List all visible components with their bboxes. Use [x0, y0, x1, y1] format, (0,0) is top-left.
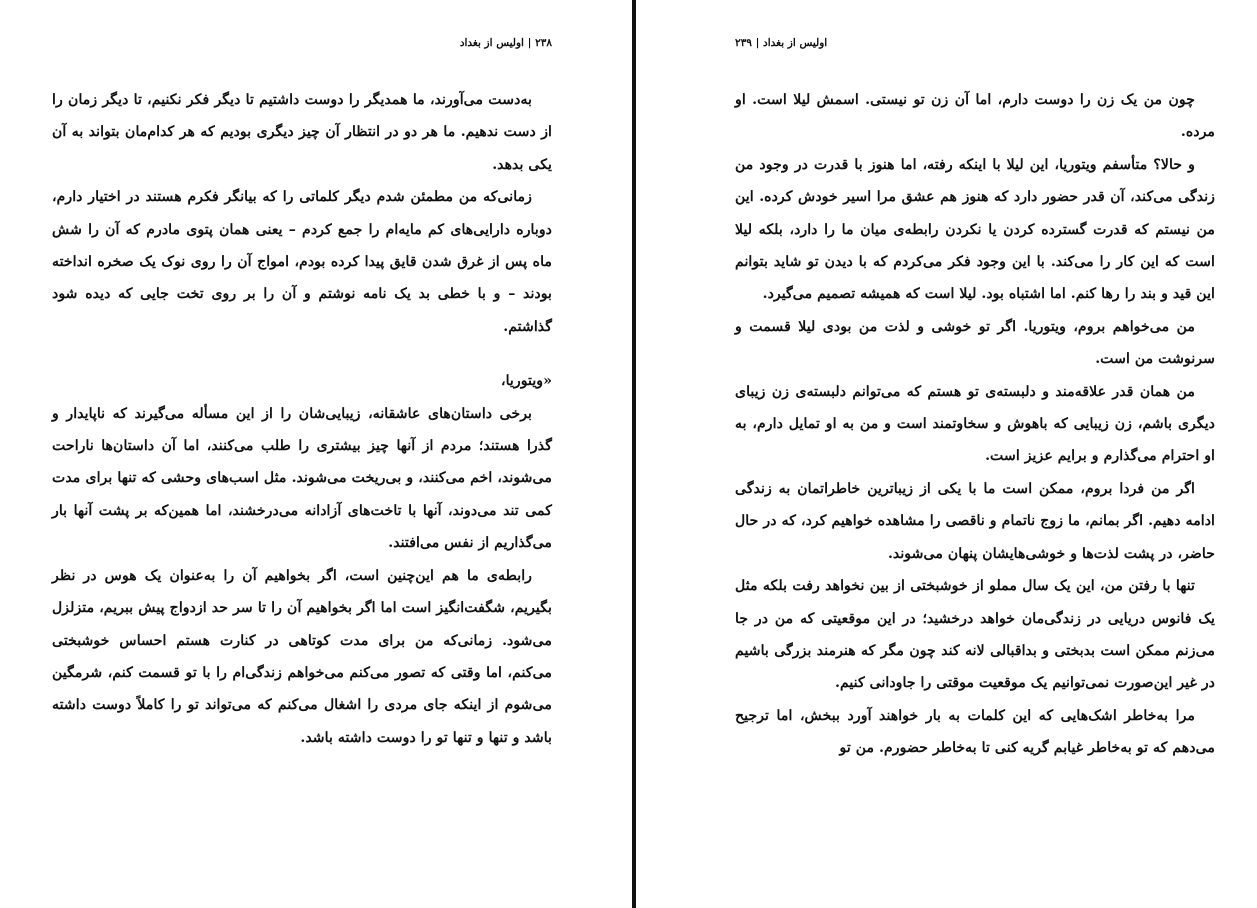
right-paragraph: تنها با رفتن من، این یک سال مملو از خوشبختی از بین نخواهد رفت بلکه مثل یک فانوس دریایی در زندگی‌مان خواهد درخشید؛ در این موقعیتی که من در جا می‌زنم ممکن است بدبختی و بداقبالی لانه کند چون مگر که هنرمند بزرگی باشیم در غیر این‌صورت نمی‌توانیم یک موقعیت موقتی را جاودانی کنیم.	[735, 578, 1215, 692]
left-paragraph: زمانی‌که من مطمئن شدم دیگر کلماتی را که بیانگر فکرم هستند در اختیار دارم، دوباره دارایی‌های کم مایه‌ام را جمع کردم – یعنی همان پتوی مادرم که آن را شش ماه پس از غرق شدن قایق پیدا کرده بودم، امواج آن را روی نوک یک صخره انداخته بودند – و با خطی بد یک نامه نوشتم و آن را بر روی تخت جایی که دیده شود گذاشتم.	[52, 189, 552, 335]
right-page-header: اولیس از بغداد | ۲۳۹	[735, 37, 828, 49]
right-paragraph: من همان قدر علاقه‌مند و دلبسته‌ی تو هستم که می‌توانم دلبسته‌ی زن زیبای دیگری باشم، زن زیبایی که باهوش و سخاوتمند است و من به او تمایل دارم، به او احترام می‌گذارم و برایم عزیز است.	[735, 383, 1215, 465]
left-paragraph: برخی داستان‌های عاشقانه، زیبایی‌شان را از این مسأله می‌گیرند که ناپایدار و گذرا هستند؛ مردم از آنها چیز بیشتری را طلب می‌کنند، اما آن داستان‌ها ناراحت می‌شوند، اخم می‌کنند، و بی‌ریخت می‌شوند. مثل اسب‌های وحشی که تنها برای مدت کمی تند می‌دوند، آنها با تاخت‌های آزادانه می‌درخشند، اما همین‌که بر پشت آنها بار می‌گذاریم از نفس می‌افتند.	[52, 405, 552, 552]
right-page-body	[735, 84, 1215, 765]
right-page	[735, 0, 1215, 908]
letter-salutation: «ویتوریا،	[501, 373, 552, 390]
page-gutter-divider	[632, 0, 636, 908]
left-paragraph: رابطه‌ی ما هم این‌چنین است، اگر بخواهیم آن را به‌عنوان یک هوس در نظر بگیریم، شگفت‌انگیز است اما اگر بخواهیم آن را تا سر حد ازدواج پیش ببریم، متزلزل می‌شود. زمانی‌که من برای مدت کوتاهی در کنارت هستم احساس خوشبختی می‌کنم، اما وقتی که تصور می‌کنم می‌خواهم زندگی‌ام را با تو قسمت کنم، شرمگین می‌شوم از اینکه جای مردی را اشغال می‌کنم که می‌تواند تو را کاملاً دوست داشته باشد و تنها و تنها تو را دوست داشته باشد.	[52, 567, 552, 746]
left-page	[52, 0, 552, 908]
right-paragraph: چون من یک زن را دوست دارم، اما آن زن تو نیستی. اسمش لیلا است. او مرده.	[735, 92, 1215, 141]
right-paragraph: و حالا؟ متأسفم ویتوریا، این لیلا با اینکه رفته، اما هنوز با قدرت در وجود من زندگی می‌کند، آن قدر حضور دارد که هنوز هم عشق مرا اسیر خودش کرده. این من نیستم که قدرت گسترده کردن یا نکردن رابطه‌ی میان ما را دارد، بلکه لیلا است که این کار را می‌کند. با این وجود فکر می‌کردم که با دیدن تو شاید بتوانم این قید و بند را رها کنم. اما اشتباه بود. لیلا است که همیشه تصمیم می‌گیرد.	[735, 156, 1215, 303]
right-paragraph: اگر من فردا بروم، ممکن است ما با یکی از زیباترین خاطراتمان به زندگی ادامه دهیم. اگر بمانم، ما زوج ناتمام و ناقصی را مشاهده خواهیم کرد، که در حال حاضر، در پشت لذت‌ها و خوشی‌هایشان پنهان می‌شوند.	[735, 480, 1215, 562]
left-page-body	[52, 84, 552, 754]
right-paragraph: مرا به‌خاطر اشک‌هایی که این کلمات به بار خواهند آورد ببخش، اما ترجیح می‌دهم که تو به‌خاطر غیابم گریه کنی تا به‌خاطر حضورم. من تو	[735, 707, 1215, 757]
right-paragraph: من می‌خواهم بروم، ویتوریا. اگر تو خوشی و لذت من بودی لیلا قسمت و سرنوشت من است.	[735, 318, 1215, 368]
left-page-header: ۲۳۸ | اولیس از بغداد	[459, 37, 552, 49]
left-paragraph: به‌دست می‌آورند، ما همدیگر را دوست داشتیم تا دیگر فکر نکنیم، تا دیگر زمان را از دست ندهیم. ما هر دو در انتظار آن چیز دیگری بودیم که هر کدام‌مان بتواند به آن یکی بدهد.	[52, 92, 552, 173]
